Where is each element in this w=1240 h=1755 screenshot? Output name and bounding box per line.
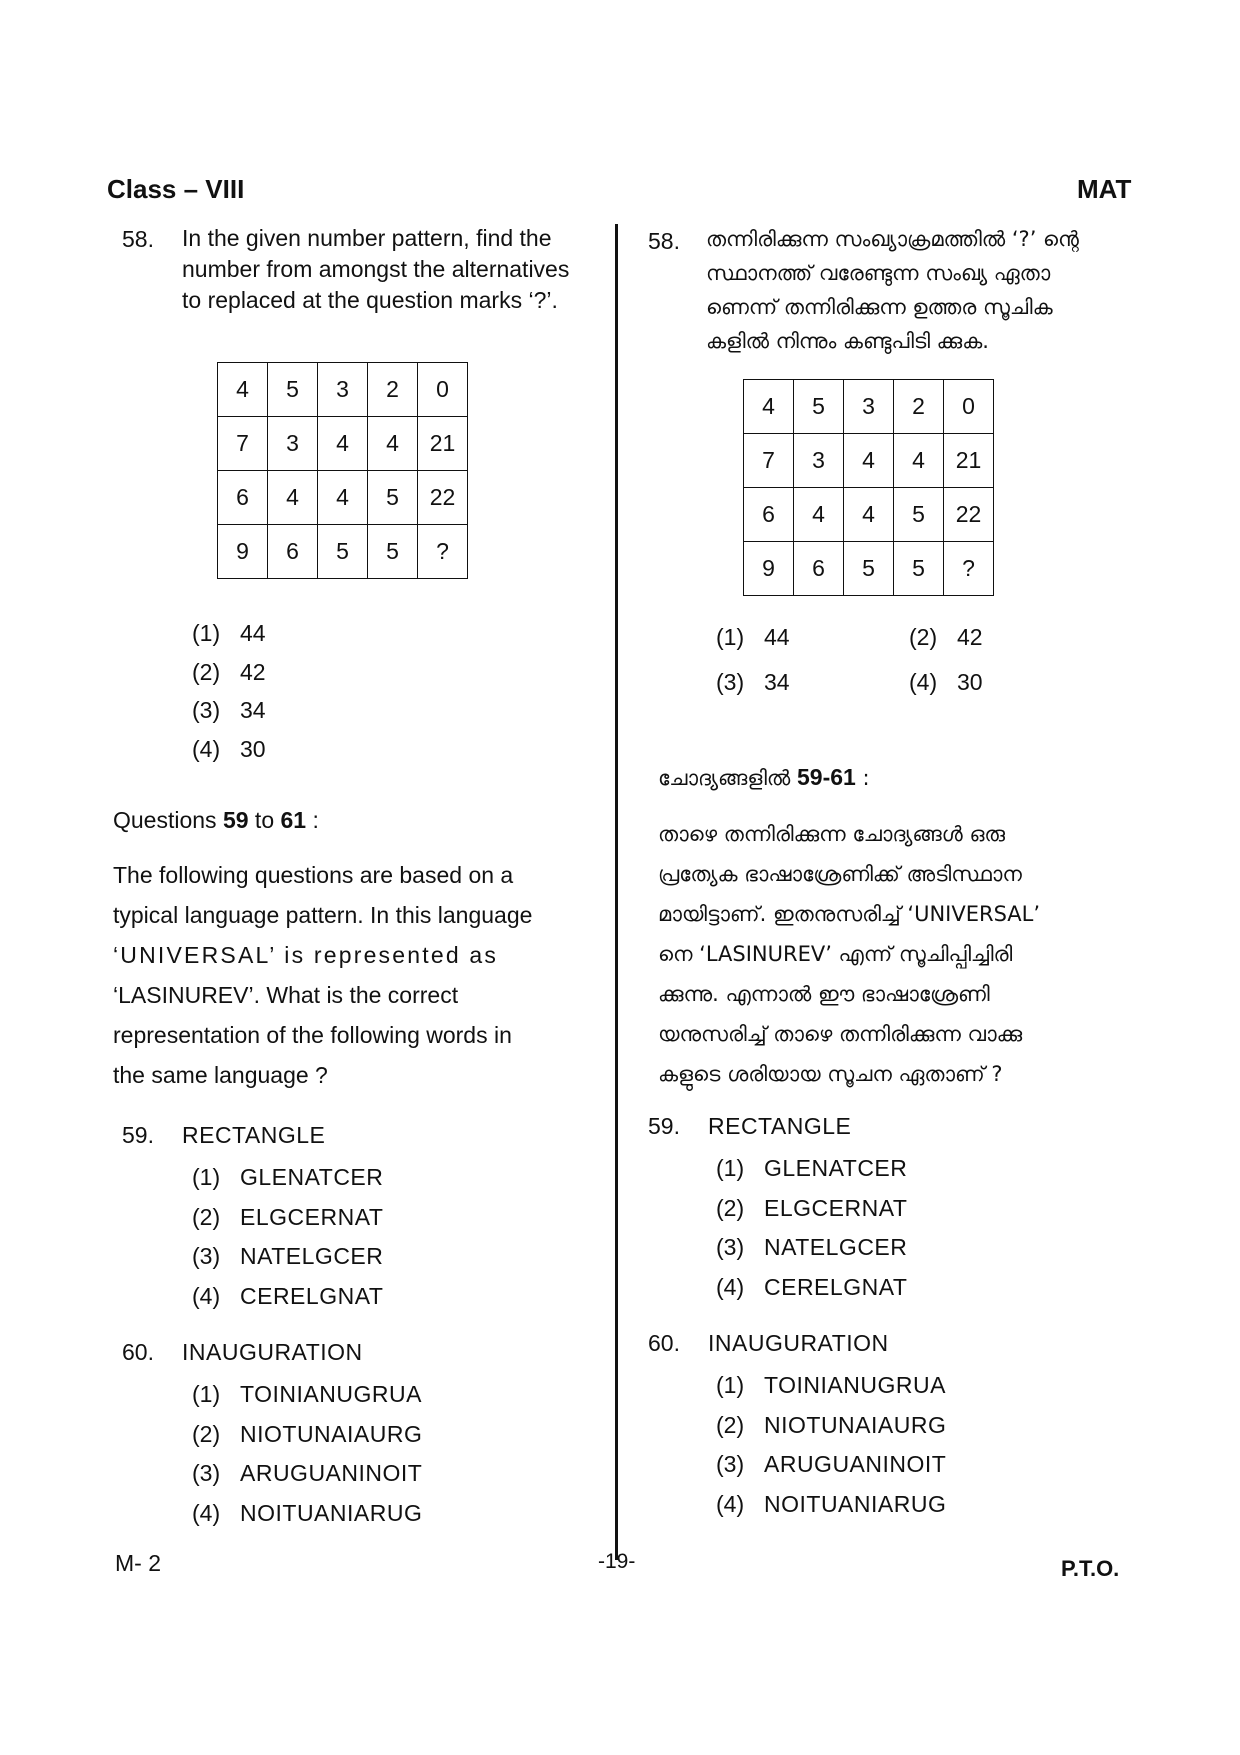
instruction-line: മായിട്ടാണ്. ഇതനുസരിച്ച് ‘UNIVERSAL’ [658,902,1041,926]
grid-cell: 0 [944,380,994,434]
grid-cell: 9 [218,525,268,579]
instruction-line: താഴെ തന്നിരിക്കുന്ന ചോദ്യങ്ങൾ ഒരു [658,822,1006,846]
grid-cell: 4 [844,434,894,488]
header-subject: MAT [1077,174,1132,204]
instruction-line: representation of the following words in [113,1022,512,1048]
instruction-line: കളുടെ ശരിയായ സൂചന ഏതാണ് ? [658,1062,1003,1086]
en-q58-line: number from amongst the alternatives [182,256,570,282]
ml-q58-text [706,222,1126,358]
grid-cell: 2 [368,363,418,417]
option[interactable]: (3) NATELGCER [192,1243,384,1269]
ml-q60-options [716,1366,946,1524]
ml-q58-line: സ്ഥാനത്ത് വരേണ്ടുന്ന സംഖ്യ ഏതാ [706,261,1051,285]
ml-section-heading: ചോദ്യങ്ങളിൽ 59-61 : [658,764,870,790]
ml-q58-line: കളിൽ നിന്നും കണ്ടുപിടി ക്കുക. [706,329,989,353]
ml-number-grid [743,379,994,596]
grid-cell: 3 [794,434,844,488]
grid-cell: 4 [844,488,894,542]
en-q58-line: In the given number pattern, find the [182,225,552,251]
grid-cell: 5 [844,542,894,596]
option[interactable]: (4) NOITUANIARUG [192,1499,423,1526]
grid-cell: 3 [318,363,368,417]
grid-cell: 9 [744,542,794,596]
ml-q58-number: 58. [648,228,680,254]
ml-q60-word: INAUGURATION [708,1330,889,1356]
ml-q58-option[interactable]: (3) 34 [716,669,790,695]
grid-cell: 5 [794,380,844,434]
option[interactable]: (4) 30 [192,735,266,762]
grid-cell: 4 [894,434,944,488]
grid-cell: 3 [844,380,894,434]
ml-q60-number: 60. [648,1330,680,1356]
grid-cell: 5 [368,525,418,579]
en-section-heading: Questions 59 to 61 : [113,807,319,833]
grid-cell: 21 [944,434,994,488]
grid-row [218,471,468,525]
option[interactable]: (2) ELGCERNAT [192,1203,384,1230]
grid-row [744,380,994,434]
option[interactable]: (4) CERELGNAT [716,1273,908,1300]
grid-cell: 6 [744,488,794,542]
grid-row [744,542,994,596]
column-divider [615,224,618,1560]
option[interactable]: (3) NATELGCER [716,1234,908,1260]
grid-cell: 21 [418,417,468,471]
option[interactable]: (2) NIOTUNAIAURG [716,1411,947,1438]
grid-cell: 4 [744,380,794,434]
grid-cell: 22 [944,488,994,542]
en-q60-options [192,1375,422,1533]
grid-cell: ? [418,525,468,579]
en-q59-options [192,1158,383,1316]
pto-label: P.T.O. [1061,1556,1120,1581]
grid-row [218,417,468,471]
en-q58-number: 58. [122,226,154,252]
grid-row [218,525,468,579]
grid-cell: 6 [268,525,318,579]
ml-q59-number: 59. [648,1113,680,1139]
grid-cell: 5 [368,471,418,525]
grid-cell: 4 [318,471,368,525]
instruction-line: The following questions are based on a [113,862,514,888]
en-q58-line: to replaced at the question marks ‘?’. [182,287,558,313]
grid-row [218,363,468,417]
option[interactable]: (3) ARUGUANINOIT [716,1451,947,1477]
grid-cell: 6 [794,542,844,596]
en-q59-number: 59. [122,1122,154,1148]
grid-cell: 4 [794,488,844,542]
grid-cell: 4 [368,417,418,471]
header-class: Class – VIII [107,174,245,204]
ml-q58-option[interactable]: (1) 44 [716,624,790,650]
instruction-line: the same language ? [113,1062,328,1088]
en-q60-word: INAUGURATION [182,1339,363,1365]
option[interactable]: (1) 44 [192,620,266,646]
en-number-grid [217,362,468,579]
en-q58-options [192,614,266,768]
grid-cell: 5 [268,363,318,417]
en-q58-text [182,223,592,316]
en-q60-number: 60. [122,1339,154,1365]
grid-cell: 4 [318,417,368,471]
option[interactable]: (2) ELGCERNAT [716,1194,908,1221]
instruction-line: ‘LASINUREV’. What is the correct [113,982,459,1008]
instruction-line: നെ ‘LASINUREV’ എന്ന് സൂചിപ്പിച്ചിരി [658,942,1013,966]
en-instructions [113,855,588,1095]
grid-cell: 5 [894,488,944,542]
instruction-line: ‘UNIVERSAL’ is represented as [113,942,499,968]
option[interactable]: (1) GLENATCER [192,1164,384,1190]
grid-cell: 7 [218,417,268,471]
en-q59-word: RECTANGLE [182,1122,326,1148]
ml-q58-line: ണെന്ന് തന്നിരിക്കുന്ന ഉത്തര സൂചിക [706,295,1053,319]
option[interactable]: (3) 34 [192,697,266,723]
option[interactable]: (1) TOINIANUGRUA [716,1372,946,1398]
option[interactable]: (1) TOINIANUGRUA [192,1381,422,1407]
instruction-line: പ്രത്യേക ഭാഷാശ്രേണിക്ക് അടിസ്ഥാന [658,862,1022,886]
instruction-line: യനുസരിച്ച് താഴെ തന്നിരിക്കുന്ന വാക്കു [658,1022,1023,1046]
grid-cell: ? [944,542,994,596]
footer-code: M- 2 [115,1550,161,1576]
grid-cell: 4 [268,471,318,525]
ml-instructions [658,814,1118,1094]
option[interactable]: (1) GLENATCER [716,1155,908,1181]
ml-q59-options [716,1149,907,1307]
grid-cell: 0 [418,363,468,417]
grid-cell: 6 [218,471,268,525]
option[interactable]: (4) NOITUANIARUG [716,1490,947,1517]
grid-cell: 5 [318,525,368,579]
grid-row [744,488,994,542]
grid-cell: 2 [894,380,944,434]
grid-cell: 4 [218,363,268,417]
grid-cell: 7 [744,434,794,488]
ml-q59-word: RECTANGLE [708,1113,852,1139]
page-number: -19- [598,1550,636,1573]
instruction-line: typical language pattern. In this language [113,902,533,928]
instruction-line: ക്കുന്നു. എന്നാൽ ഈ ഭാഷാശ്രേണി [658,982,990,1006]
grid-row [744,434,994,488]
ml-q58-line: തന്നിരിക്കുന്ന സംഖ്യാക്രമത്തിൽ ‘?’ ന്റെ [706,227,1079,251]
option[interactable]: (3) ARUGUANINOIT [192,1460,423,1486]
option[interactable]: (2) NIOTUNAIAURG [192,1420,423,1447]
ml-q58-option[interactable]: (4) 30 [909,669,983,695]
option[interactable]: (4) CERELGNAT [192,1282,384,1309]
grid-cell: 3 [268,417,318,471]
option[interactable]: (2) 42 [192,658,266,685]
ml-q58-option[interactable]: (2) 42 [909,624,983,650]
grid-cell: 22 [418,471,468,525]
grid-cell: 5 [894,542,944,596]
